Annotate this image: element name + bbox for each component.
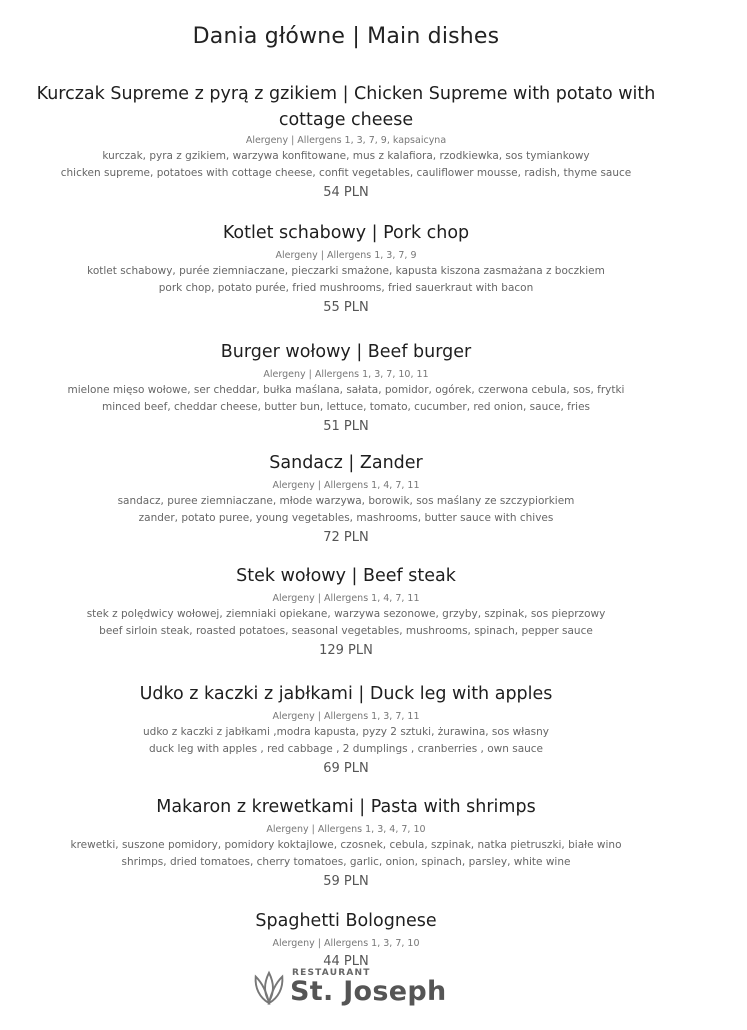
menu-item [0,563,692,660]
menu-item [0,220,692,317]
leaf-emblem-icon [250,969,288,1007]
dish-description-en: beef sirloin steak, roasted potatoes, seasonal vegetables, mushrooms, spinach, pepper sauce [99,624,593,637]
dish-price: 69 PLN [323,761,369,776]
dish-allergens: Alergeny | Allergens 1, 3, 7, 11 [272,711,420,722]
dish-description-en: zander, potato puree, young vegetables, mashrooms, butter sauce with chives [138,511,554,524]
dish-description-pl: krewetki, suszone pomidory, pomidory koktajlowe, czosnek, cebula, szpinak, natka pietruszki, białe wino [70,839,622,851]
dish-name: Sandacz | Zander [269,453,423,473]
dish-allergens: Alergeny | Allergens 1, 4, 7, 11 [272,593,420,604]
menu-item [0,450,692,547]
logo-subtitle: RESTAURANT [292,968,371,978]
dish-description-en: shrimps, dried tomatoes, cherry tomatoes, garlic, onion, spinach, parsley, white wine [121,855,571,868]
dish-description-en: chicken supreme, potatoes with cottage cheese, confit vegetables, cauliflower mousse, radish, thyme sauce [60,166,632,179]
dish-allergens: Alergeny | Allergens 1, 3, 7, 10, 11 [263,369,429,380]
dish-name: Spaghetti Bolognese [255,911,437,931]
menu-item [0,794,692,891]
dish-allergens: Alergeny | Allergens 1, 4, 7, 11 [272,480,420,491]
dish-name: Kotlet schabowy | Pork chop [222,223,470,243]
dish-description-pl: stek z polędwicy wołowej, ziemniaki opiekane, warzywa sezonowe, grzyby, szpinak, sos pieprzowy [86,608,606,620]
dish-price: 72 PLN [323,530,369,545]
dish-description-en: duck leg with apples , red cabbage , 2 dumplings , cranberries , own sauce [148,742,544,755]
page-title: Dania główne | Main dishes [192,24,500,49]
dish-description-pl: kurczak, pyra z gzikiem, warzywa konfitowane, mus z kalafiora, rzodkiewka, sos tymiankowy [102,150,590,162]
menu-item [0,81,692,202]
dish-price: 59 PLN [323,874,369,889]
dish-name: Makaron z krewetkami | Pasta with shrimps [156,797,536,817]
dish-name: Burger wołowy | Beef burger [220,342,472,362]
dish-name: Udko z kaczki z jabłkami | Duck leg with apples [139,684,553,704]
dish-description-pl: sandacz, puree ziemniaczane, młode warzywa, borowik, sos maślany ze szczypiorkiem [117,495,575,507]
dish-description-pl: mielone mięso wołowe, ser cheddar, bułka maślana, sałata, pomidor, ogórek, czerwona cebula, sos, frytki [67,384,625,396]
dish-name: Stek wołowy | Beef steak [236,566,456,586]
logo-name: St. Joseph [290,976,447,1007]
restaurant-logo [250,965,450,1015]
dish-price: 55 PLN [323,300,369,315]
dish-allergens: Alergeny | Allergens 1, 3, 7, 10 [272,938,420,949]
dish-description-en: pork chop, potato purée, fried mushrooms, fried sauerkraut with bacon [158,281,534,294]
dish-description-pl: udko z kaczki z jabłkami ,modra kapusta, pyzy 2 sztuki, żurawina, sos własny [143,726,549,738]
dish-allergens: Alergeny | Allergens 1, 3, 4, 7, 10 [266,824,426,835]
dish-allergens: Alergeny | Allergens 1, 3, 7, 9 [275,250,417,261]
dish-allergens: Alergeny | Allergens 1, 3, 7, 9, kapsaicyna [245,135,447,146]
menu-item [0,908,692,971]
menu-item [0,339,692,436]
dish-name: Kurczak Supreme z pyrą z gzikiem | Chicken Supreme with potato with cottage cheese [36,84,656,130]
dish-description-en: minced beef, cheddar cheese, butter bun, lettuce, tomato, cucumber, red onion, sauce, fries [102,400,590,413]
dish-price: 54 PLN [323,185,369,200]
menu-item [0,681,692,778]
dish-description-pl: kotlet schabowy, purée ziemniaczane, pieczarki smażone, kapusta kiszona zasmażana z boczkiem [87,265,605,277]
dish-price: 44 PLN [323,954,369,969]
dish-price: 129 PLN [319,643,373,658]
dish-price: 51 PLN [323,419,369,434]
